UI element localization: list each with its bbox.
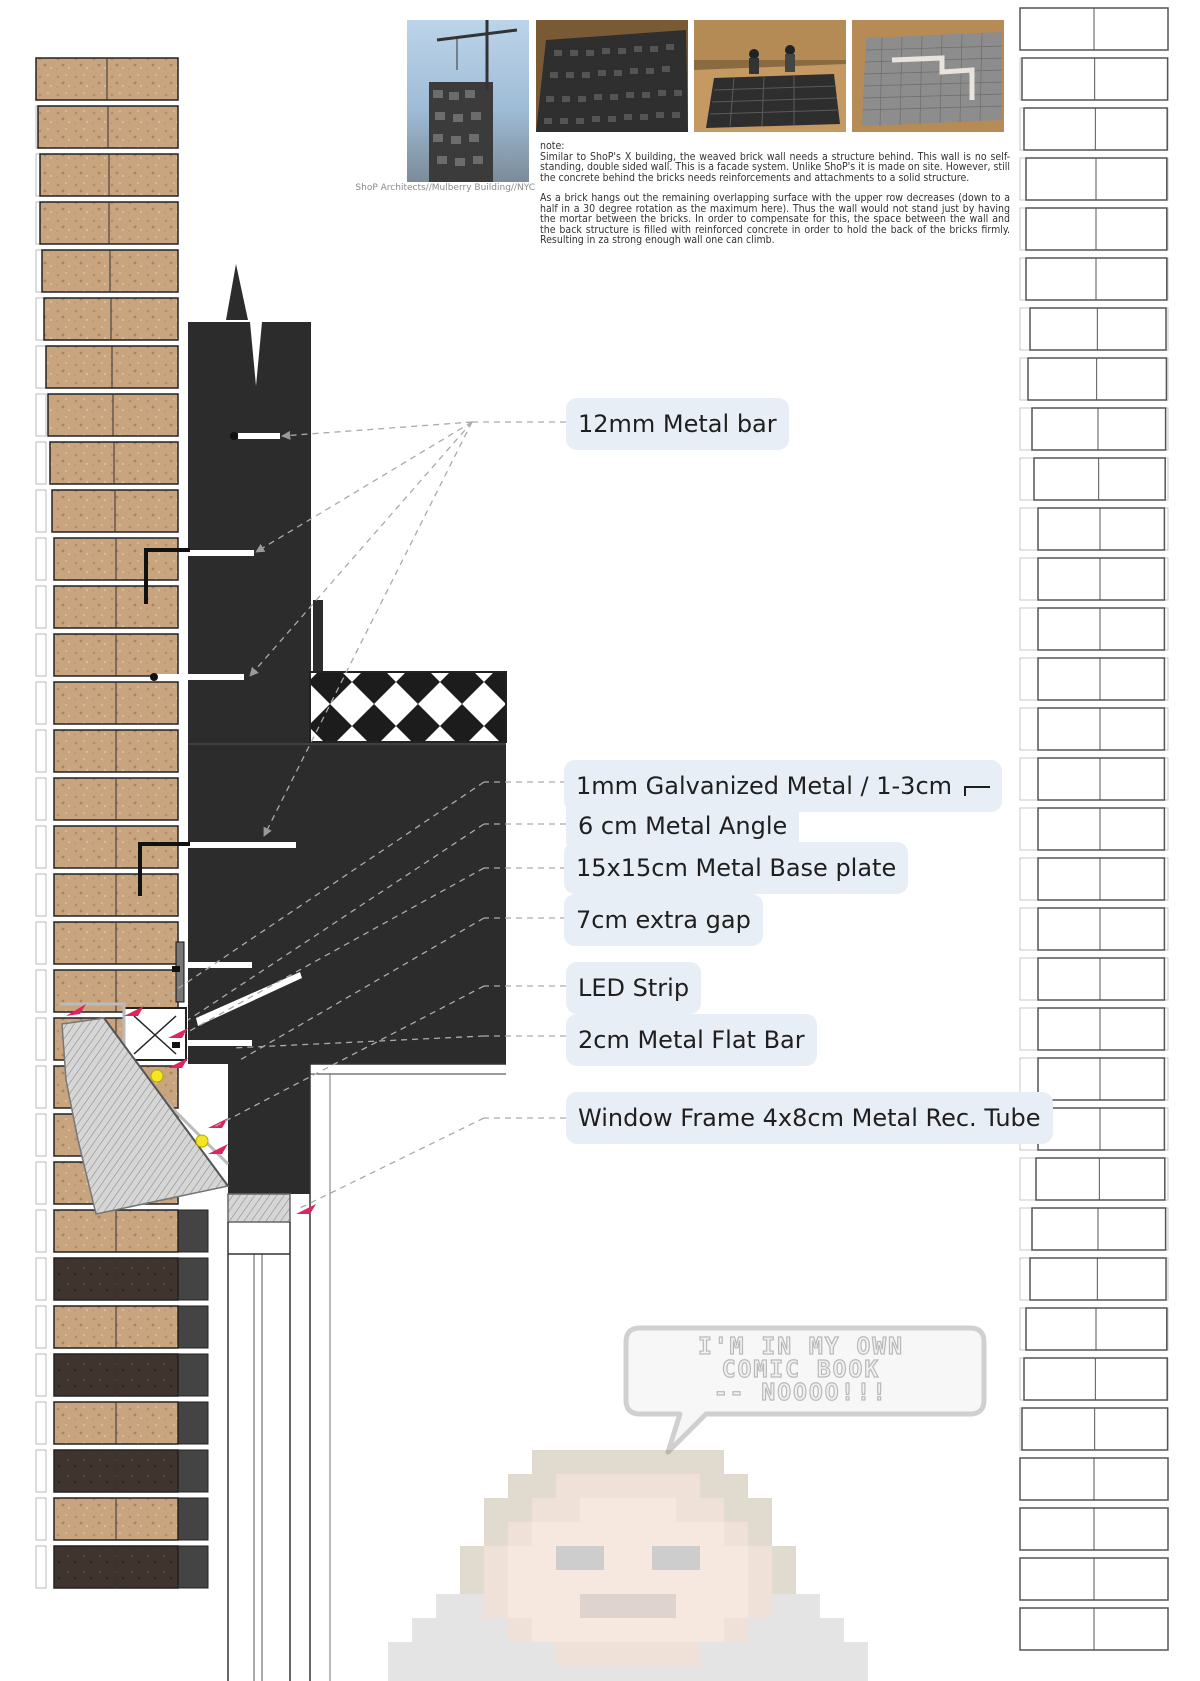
outline-brick xyxy=(1020,108,1168,150)
outline-brick xyxy=(1020,1258,1168,1300)
brick xyxy=(36,442,178,484)
brick xyxy=(36,298,178,340)
brick xyxy=(36,634,178,676)
outline-brick xyxy=(1020,1008,1168,1050)
outline-brick xyxy=(1020,508,1168,550)
outline-brick xyxy=(1020,758,1168,800)
brick xyxy=(36,826,178,868)
comic-speech-text xyxy=(636,1336,966,1405)
brick xyxy=(36,250,178,292)
brick xyxy=(36,490,178,532)
brick xyxy=(36,1498,208,1540)
comic-character-figure xyxy=(388,1450,892,1681)
brick xyxy=(36,538,178,580)
label-metal-angle: 6 cm Metal Angle xyxy=(566,800,799,852)
photo-credit: ShoP Architects//Mulberry Building//NYC xyxy=(355,183,535,193)
led-strip-dot xyxy=(196,1135,208,1147)
outline-brick xyxy=(1020,458,1168,500)
label-led-strip: LED Strip xyxy=(566,962,701,1014)
outline-brick xyxy=(1020,1558,1168,1600)
outline-brick xyxy=(1020,908,1168,950)
outline-brick xyxy=(1020,808,1168,850)
brick xyxy=(36,1258,208,1300)
left-brick-column xyxy=(36,58,208,1588)
crane-building-photo xyxy=(407,20,529,182)
outline-brick xyxy=(1020,1508,1168,1550)
label-window-frame: Window Frame 4x8cm Metal Rec. Tube xyxy=(566,1092,1053,1144)
concrete-structure xyxy=(188,322,506,1194)
brick xyxy=(36,586,178,628)
brick xyxy=(36,1210,208,1252)
outline-brick xyxy=(1020,658,1168,700)
led-strip-dot xyxy=(151,1070,163,1082)
note-paragraph-1: Similar to ShoP's X building, the weaved brick wall needs a structure behind. This wall is no self-standing, double sided wall. This is a facade system. Unlike ShoP's it is made on site. However, still the concrete behind the bricks needs reinforcements and attachments to a solid structure. xyxy=(540,150,1010,184)
outline-brick xyxy=(1020,708,1168,750)
brick xyxy=(36,202,178,244)
workers-formwork-photo xyxy=(694,20,846,132)
brick xyxy=(36,730,178,772)
brick xyxy=(36,682,178,724)
brick xyxy=(36,1402,208,1444)
outline-brick xyxy=(1020,558,1168,600)
brick xyxy=(36,1546,208,1588)
brick xyxy=(36,1306,208,1348)
brick xyxy=(36,874,178,916)
label-galvanized-metal-text: 1mm Galvanized Metal / 1-3cm xyxy=(576,772,953,800)
brick-grid-photo xyxy=(536,20,688,132)
outline-brick xyxy=(1020,308,1168,350)
outline-brick xyxy=(1020,1308,1168,1350)
brick xyxy=(36,1450,208,1492)
outline-brick xyxy=(1020,1208,1168,1250)
top-spike xyxy=(226,264,248,320)
label-extra-gap: 7cm extra gap xyxy=(564,894,763,946)
note-text xyxy=(540,141,1010,256)
outline-brick xyxy=(1020,1158,1168,1200)
outline-brick xyxy=(1020,8,1168,50)
label-metal-bar: 12mm Metal bar xyxy=(566,398,789,450)
brick xyxy=(36,778,178,820)
outline-brick xyxy=(1020,1458,1168,1500)
outline-brick xyxy=(1020,1608,1168,1650)
gap-bracket-icon xyxy=(964,786,990,796)
checker-floor-tiles xyxy=(310,672,506,742)
outline-brick xyxy=(1020,358,1168,400)
note-paragraph-2: As a brick hangs out the remaining overlapping surface with the upper row decreases (down to a half in a 30 degree rotation as the maximum here). Thus the wall would not stand just by having the mortar between the bricks. In order to compensate for this, the space between the wall and the back structure is filled with reinforced concrete in order to hold the back of the bricks firmly. Resulting in za strong enough wall one can climb. xyxy=(540,192,1010,246)
comic-line-1: I'M IN MY OWN xyxy=(697,1334,904,1360)
brick xyxy=(36,922,178,964)
label-flat-bar: 2cm Metal Flat Bar xyxy=(566,1014,817,1066)
label-base-plate: 15x15cm Metal Base plate xyxy=(564,842,908,894)
brick xyxy=(36,346,178,388)
brick xyxy=(36,154,178,196)
outline-brick xyxy=(1020,958,1168,1000)
brick xyxy=(36,1354,208,1396)
right-brick-column xyxy=(1020,8,1168,1650)
mesh-formwork-photo xyxy=(852,20,1004,132)
outline-brick xyxy=(1020,1408,1168,1450)
outline-brick xyxy=(1020,408,1168,450)
crane-icon xyxy=(407,20,529,182)
outline-brick xyxy=(1020,608,1168,650)
outline-brick xyxy=(1020,158,1168,200)
brick xyxy=(36,394,178,436)
brick xyxy=(36,106,178,148)
comic-line-3: -- NOOOO!!! xyxy=(713,1380,889,1406)
comic-line-2: COMIC BOOK xyxy=(721,1357,881,1383)
outline-brick xyxy=(1020,858,1168,900)
outline-brick xyxy=(1020,1358,1168,1400)
brick xyxy=(36,970,178,1012)
outline-brick xyxy=(1020,208,1168,250)
outline-brick xyxy=(1020,258,1168,300)
outline-brick xyxy=(1020,58,1168,100)
brick xyxy=(36,58,178,100)
note-heading: note: xyxy=(540,140,565,152)
